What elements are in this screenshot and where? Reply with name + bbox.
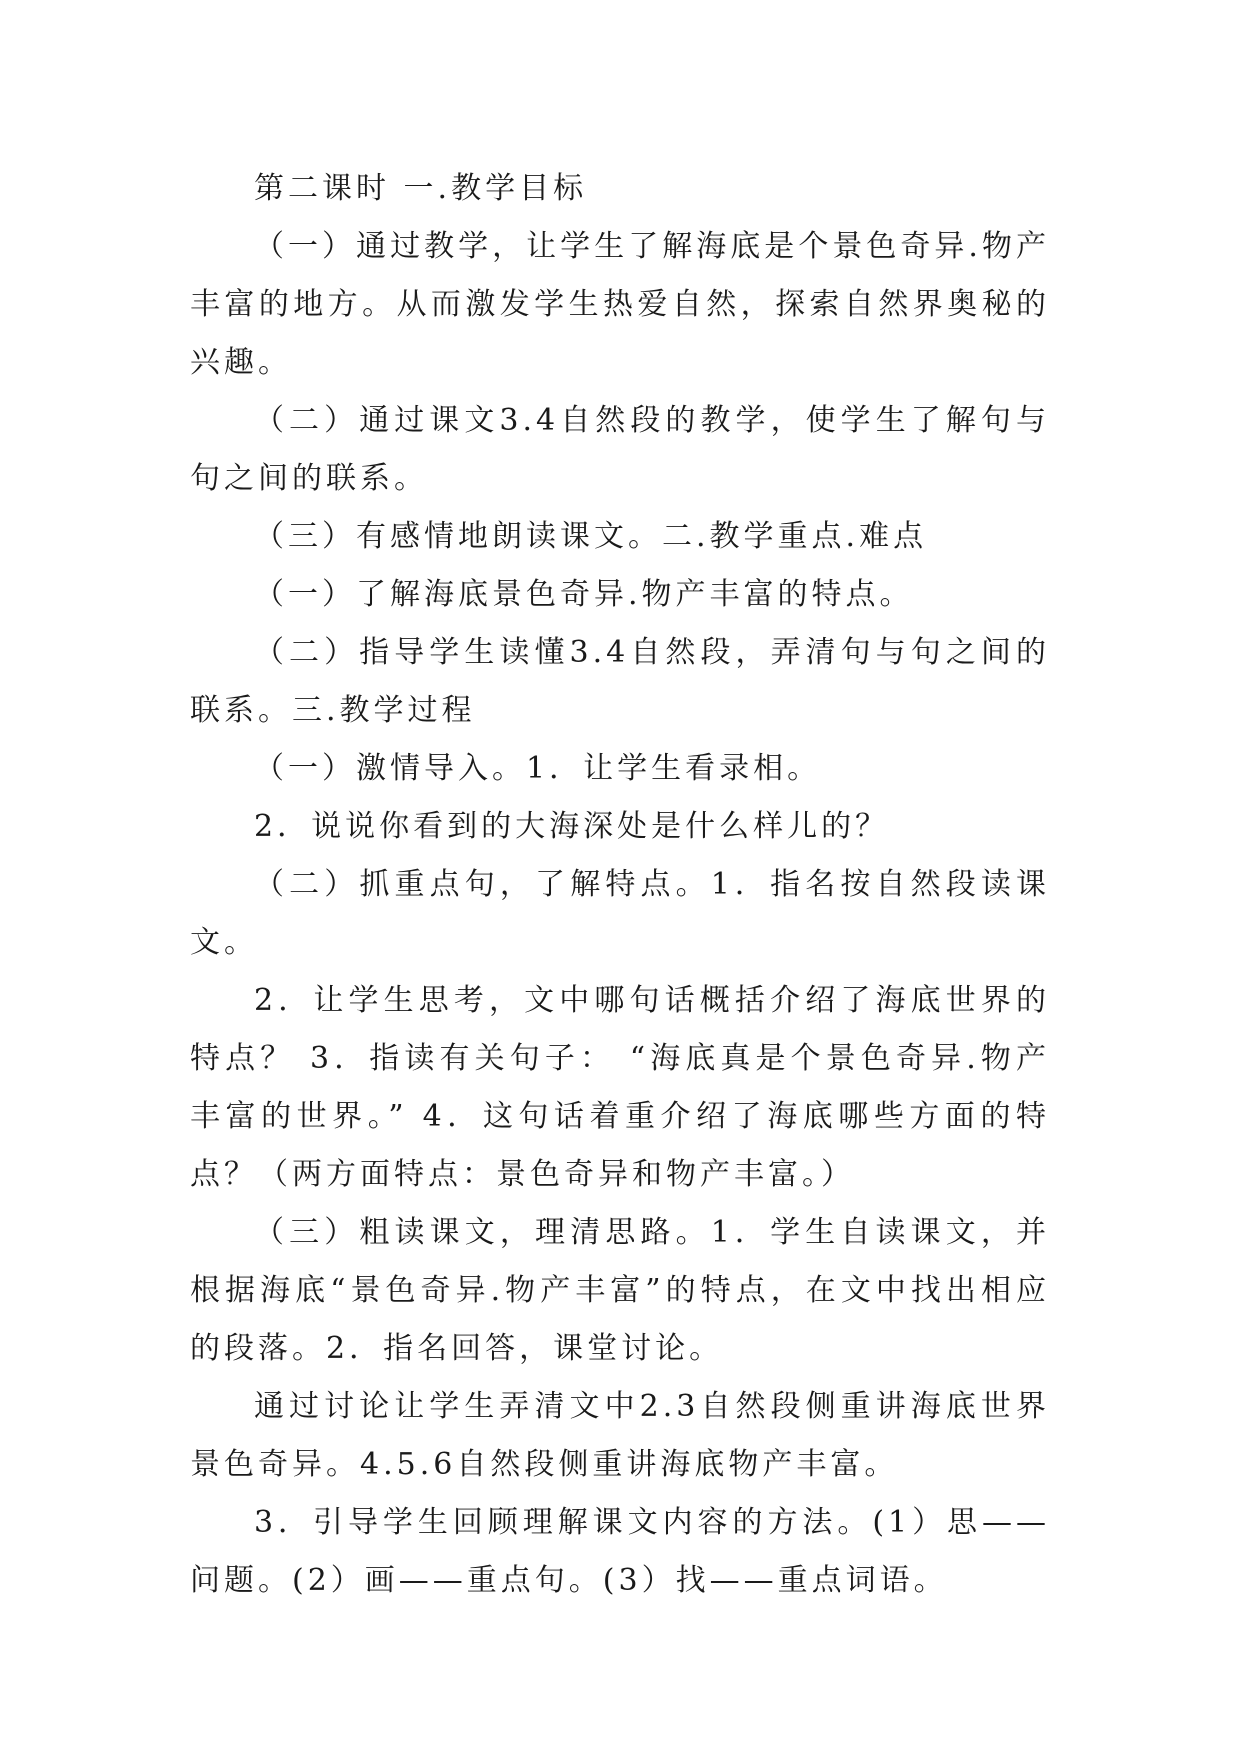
paragraph-process-4: 2．让学生思考，文中哪句话概括介绍了海底世界的特点？ 3．指读有关句子： “海底真是个景色奇异.物产丰富的世界。” 4．这句话着重介绍了海底哪些方面的特点？（两方面特点：景色奇异和物产丰富。） xyxy=(190,983,1050,1192)
paragraph-objective-3: （三）有感情地朗读课文。二.教学重点.难点 xyxy=(254,519,928,554)
document-body xyxy=(190,160,1050,1610)
paragraph-key-point-1: （一）了解海底景色奇异.物产丰富的特点。 xyxy=(254,577,914,612)
paragraph-process-1: （一）激情导入。1．让学生看录相。 xyxy=(254,751,822,786)
paragraph-process-5: （三）粗读课文，理清思路。1．学生自读课文，并根据海底“景色奇异.物产丰富”的特点，在文中找出相应的段落。2．指名回答，课堂讨论。 xyxy=(190,1215,1050,1366)
lesson-heading: 第二课时 一.教学目标 xyxy=(254,171,588,206)
paragraph-objective-1: （一）通过教学，让学生了解海底是个景色奇异.物产丰富的地方。从而激发学生热爱自然，探索自然界奥秘的兴趣。 xyxy=(190,229,1050,380)
paragraph-process-3: （二）抓重点句，了解特点。1．指名按自然段读课文。 xyxy=(190,867,1050,960)
paragraph-process-6: 通过讨论让学生弄清文中2.3自然段侧重讲海底世界景色奇异。4.5.6自然段侧重讲海底物产丰富。 xyxy=(190,1389,1050,1482)
paragraph-key-point-2: （二）指导学生读懂3.4自然段，弄清句与句之间的联系。三.教学过程 xyxy=(190,635,1050,728)
paragraph-process-7: 3．引导学生回顾理解课文内容的方法。(1）思——问题。(2）画——重点句。(3）找——重点词语。 xyxy=(190,1505,1050,1598)
paragraph-process-2: 2．说说你看到的大海深处是什么样儿的？ xyxy=(254,809,890,844)
paragraph-objective-2: （二）通过课文3.4自然段的教学，使学生了解句与句之间的联系。 xyxy=(190,403,1050,496)
